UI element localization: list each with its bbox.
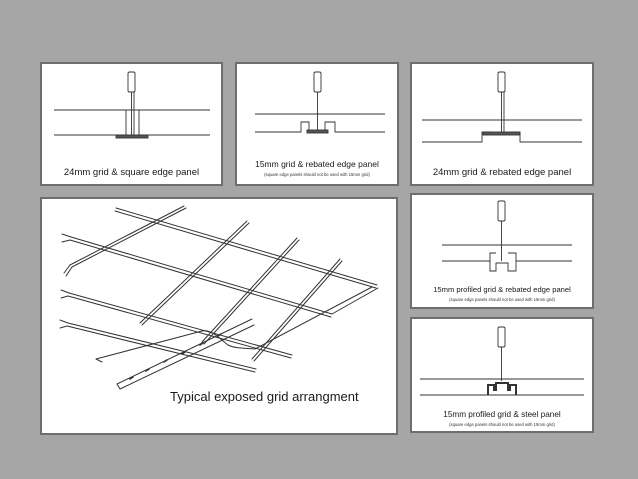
panel-caption: Typical exposed grid arrangment — [170, 389, 359, 404]
panel-caption: 15mm grid & rebated edge panel — [255, 159, 379, 169]
panel-caption: 24mm grid & rebated edge panel — [432, 167, 572, 178]
panel-24mm-square-edge — [40, 62, 223, 186]
panel-15mm-profiled-steel — [410, 317, 594, 433]
panel-note: (square edge panels should not be used with 15mm grid) — [449, 297, 555, 302]
rebated-edge-detail-drawing — [412, 64, 592, 184]
square-edge-detail-drawing — [42, 64, 221, 184]
panel-caption: 15mm profiled grid & rebated edge panel — [433, 285, 571, 294]
panel-exposed-grid-arrangement — [40, 197, 398, 435]
panel-24mm-rebated-edge — [410, 62, 594, 186]
panel-note: (square edge panels should not be used with 15mm grid) — [449, 422, 555, 427]
panel-15mm-profiled-rebated-edge — [410, 193, 594, 309]
panel-note: (square edge panels should not be used with 15mm grid) — [264, 172, 370, 177]
panel-caption: 24mm grid & square edge panel — [63, 167, 200, 178]
panel-caption: 15mm profiled grid & steel panel — [443, 410, 561, 419]
panel-15mm-rebated-edge — [235, 62, 399, 186]
